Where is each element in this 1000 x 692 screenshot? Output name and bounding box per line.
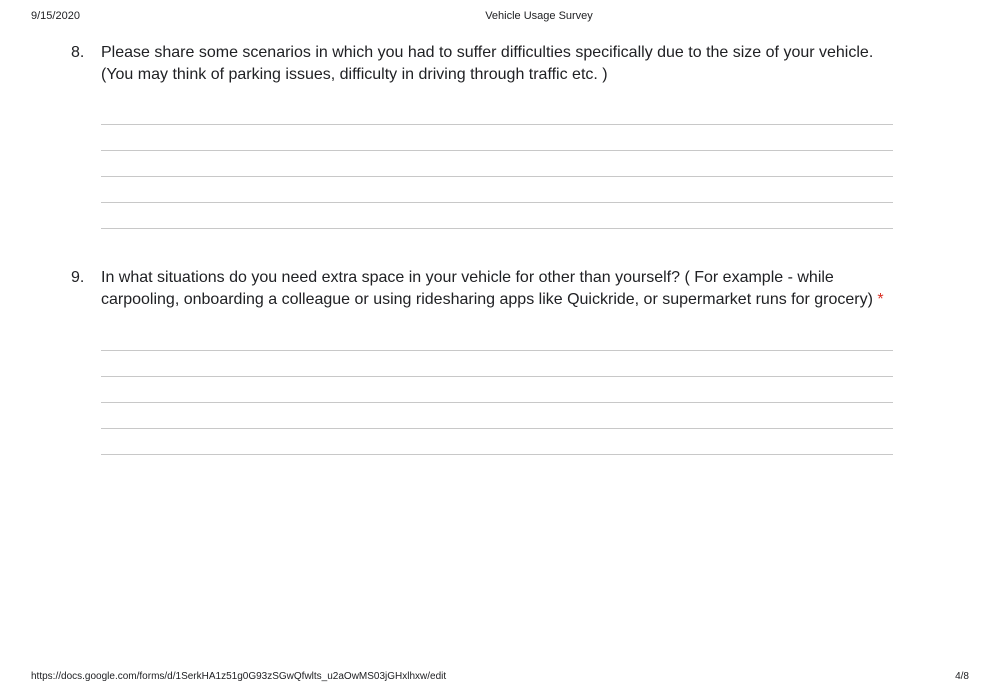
- page-number: 4/8: [955, 671, 969, 682]
- answer-line[interactable]: [101, 350, 893, 351]
- question-text: [101, 42, 891, 86]
- question-text: [101, 267, 891, 311]
- question-text-content: Please share some scenarios in which you had to suffer difficulties specifically due to the size of your vehicle. (You may think of parking issues, difficulty in driving through traffic etc. ): [101, 44, 874, 83]
- document-title: Vehicle Usage Survey: [485, 10, 593, 22]
- answer-line[interactable]: [101, 202, 893, 203]
- answer-line[interactable]: [101, 150, 893, 151]
- answer-line[interactable]: [101, 428, 893, 429]
- answer-line[interactable]: [101, 228, 893, 229]
- footer-url: https://docs.google.com/forms/d/1SerkHA1z51g0G93zSGwQfwlts_u2aOwMS03jGHxlhxw/edit: [31, 671, 447, 682]
- answer-line[interactable]: [101, 454, 893, 455]
- question-number: 8.: [71, 44, 85, 61]
- answer-line[interactable]: [101, 124, 893, 125]
- answer-line[interactable]: [101, 376, 893, 377]
- required-asterisk: *: [877, 291, 884, 308]
- answer-line[interactable]: [101, 176, 893, 177]
- question-number: 9.: [71, 269, 85, 286]
- answer-line[interactable]: [101, 402, 893, 403]
- question-text-content: In what situations do you need extra space in your vehicle for other than yourself? ( For example - while carpooling, onboarding a colleague or using ridesharing apps like Quickride, or supermarket runs for grocery): [101, 269, 873, 308]
- print-date: 9/15/2020: [31, 10, 80, 22]
